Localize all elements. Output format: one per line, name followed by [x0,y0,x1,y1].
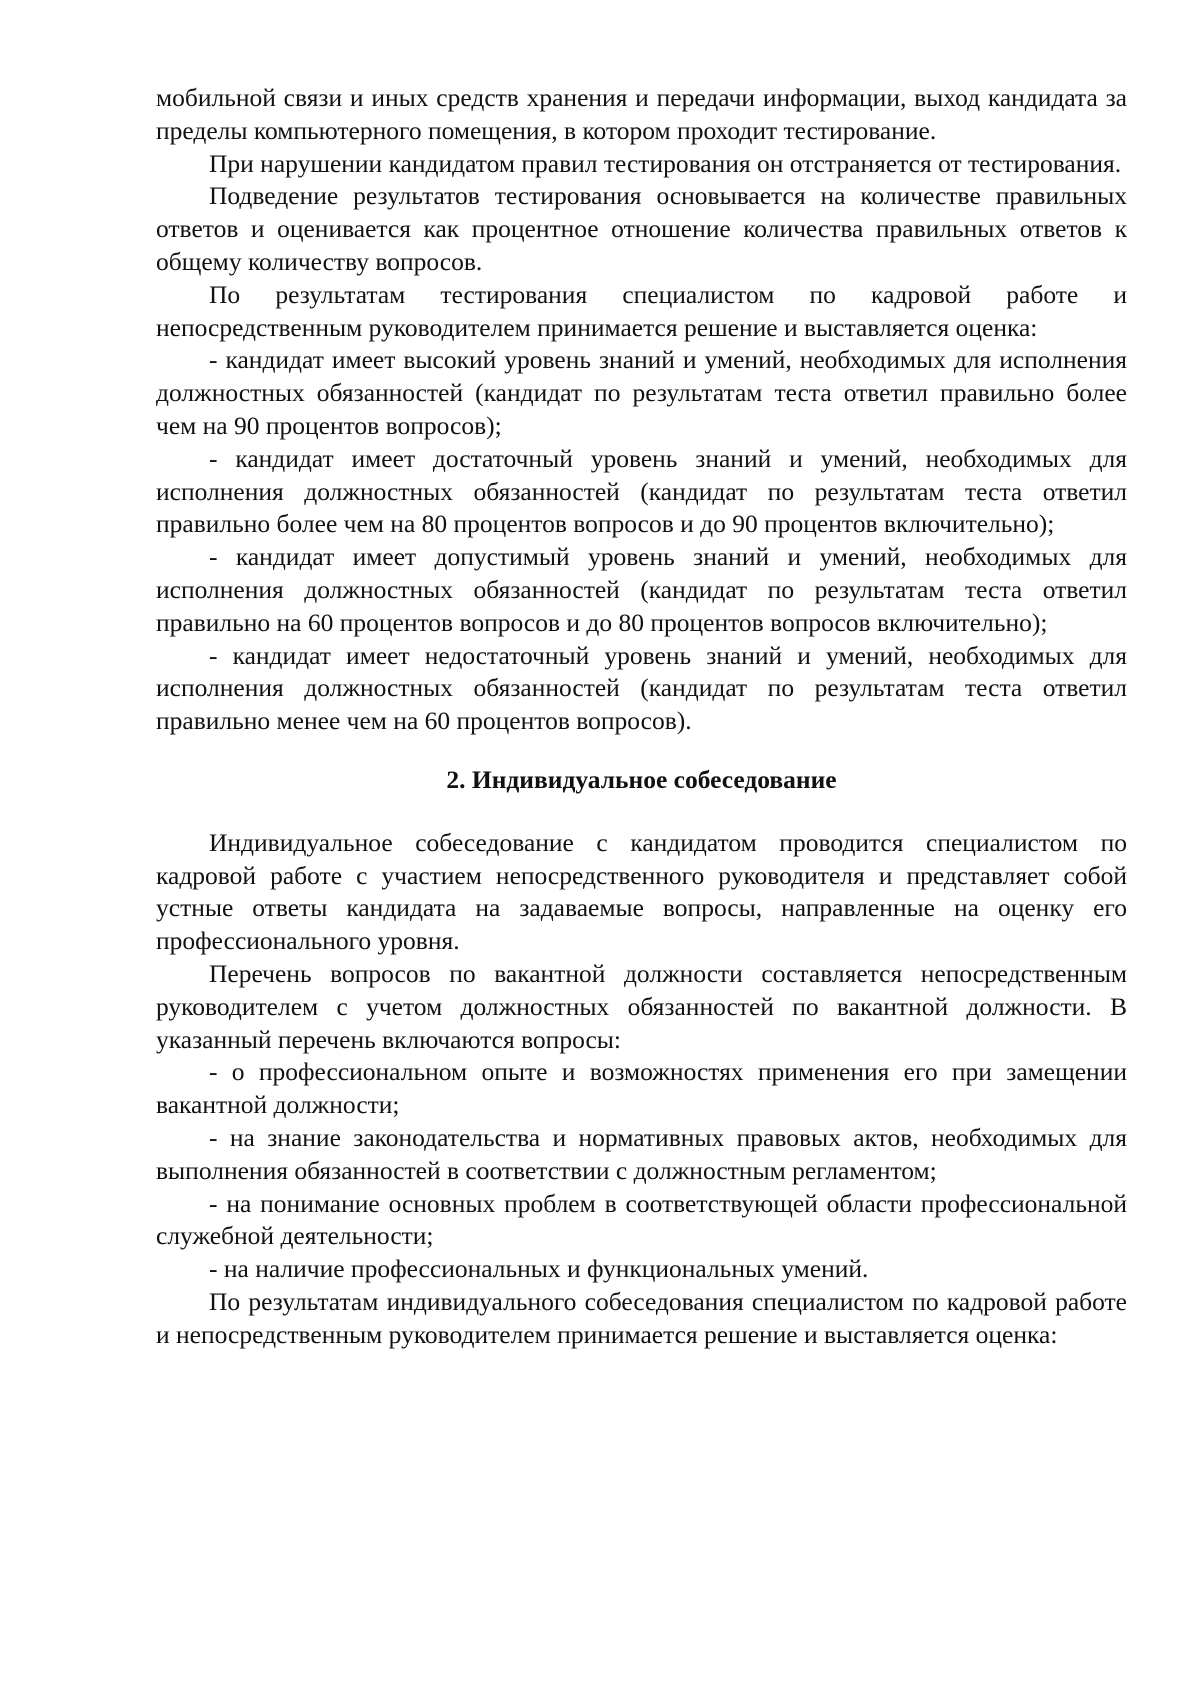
list-item-professional-experience: - о профессиональном опыте и возможностях применения его при замещении вакантной должности; [156,1057,1127,1120]
document-page [156,82,1127,1351]
paragraph-question-list: Перечень вопросов по вакантной должности составляется непосредственным руководителем с учетом должностных обязанностей по вакантной должности. В указанный перечень включаются вопросы: [156,958,1127,1054]
paragraph-interview-description: Индивидуальное собеседование с кандидатом проводится специалистом по кадровой работе с участием непосредственного руководителя и представляет собой устные ответы кандидата на задаваемые вопросы, направленные на оценку его профессионального уровня. [156,827,1127,956]
list-item-legislation-knowledge: - на знание законодательства и нормативных правовых актов, необходимых для выполнения обязанностей в соответствии с должностным регламентом; [156,1122,1127,1185]
list-item-skills: - на наличие профессиональных и функциональных умений. [209,1254,869,1284]
section-heading-interview: 2. Индивидуальное собеседование [446,764,837,794]
list-item-high-level: - кандидат имеет высокий уровень знаний и умений, необходимых для исполнения должностных обязанностей (кандидат по результатам теста ответил правильно более чем на 90 процентов вопросов); [156,345,1127,440]
paragraph-interview-evaluation-intro: По результатам индивидуального собеседования специалистом по кадровой работе и непосредственным руководителем принимается решение и выставляется оценка: [156,1286,1127,1349]
list-item-problem-understanding: - на понимание основных проблем в соответствующей области профессиональной служебной деятельности; [156,1188,1127,1251]
list-item-insufficient-level: - кандидат имеет недостаточный уровень знаний и умений, необходимых для исполнения должностных обязанностей (кандидат по результатам теста ответил правильно менее чем на 60 процентов вопросов). [156,640,1127,736]
paragraph-testing-restrictions: мобильной связи и иных средств хранения и передачи информации, выход кандидата за пределы компьютерного помещения, в котором проходит тестирование. [156,83,1127,145]
list-item-acceptable-level: - кандидат имеет допустимый уровень знаний и умений, необходимых для исполнения должностных обязанностей (кандидат по результатам теста ответил правильно на 60 процентов вопросов и до 80 процентов вопросов включительно); [156,542,1127,637]
paragraph-testing-evaluation-intro: По результатам тестирования специалистом по кадровой работе и непосредственным руководителем принимается решение и выставляется оценка: [156,279,1127,342]
paragraph-violation-removal: При нарушении кандидатом правил тестирования он отстраняется от тестирования. [209,148,1122,178]
paragraph-results-summary: Подведение результатов тестирования основывается на количестве правильных ответов и оценивается как процентное отношение количества правильных ответов к общему количеству вопросов. [156,181,1127,276]
list-item-sufficient-level: - кандидат имеет достаточный уровень знаний и умений, необходимых для исполнения должностных обязанностей (кандидат по результатам теста ответил правильно более чем на 80 процентов вопросов и до 90 процентов включительно); [156,443,1127,539]
